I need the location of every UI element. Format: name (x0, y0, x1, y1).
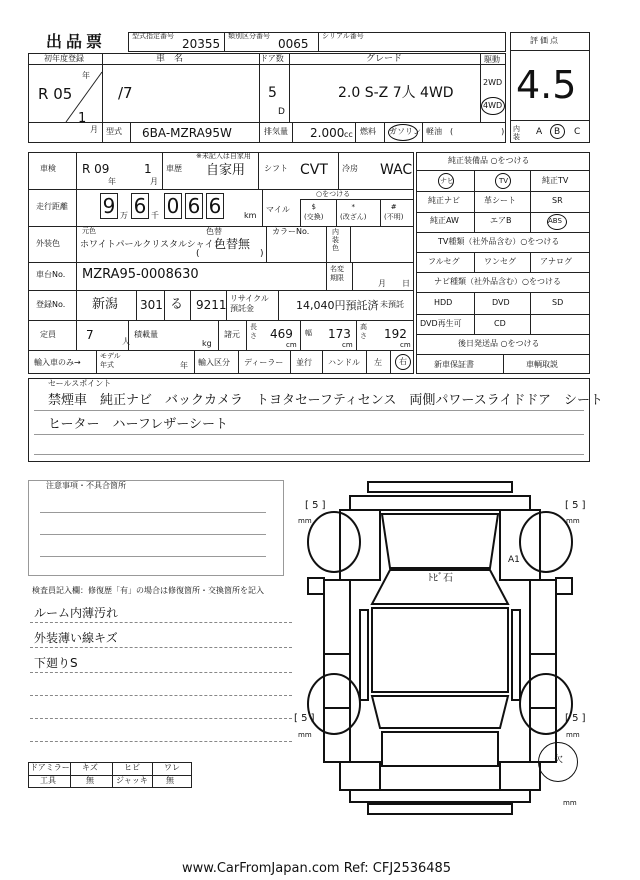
capacity-label: 定員 (40, 330, 56, 339)
grade-label: グレード (366, 54, 403, 64)
interior-b: B (554, 127, 561, 137)
equipment-title: 純正装備品 ○をつける (448, 156, 530, 165)
height-unit: cm (400, 341, 411, 349)
mileage-digit-2: 6 (131, 193, 149, 219)
chassis-value: MZRA95-0008630 (82, 267, 199, 282)
later-manual: 車輌取説 (526, 360, 558, 369)
mileage-digit-1: 9 (100, 193, 118, 219)
mileage-digit-4: 6 (185, 193, 203, 219)
width-label: 幅 (305, 329, 312, 337)
equip-sr: SR (552, 196, 563, 205)
tread-rl: 5 (301, 713, 308, 724)
tread-fr-bracket: [ 5 ] (565, 500, 586, 511)
equip-genuine-navi: 純正ナビ (428, 196, 460, 205)
fuel-value: ガソリン (389, 127, 421, 136)
tv-title: TV種類（社外品含む）○をつける (438, 237, 560, 246)
right-handle: 右 (399, 357, 407, 366)
class-no-label: 類別区分番号 (228, 32, 270, 40)
displacement-label: 排気量 (264, 127, 288, 136)
shaken-value: R 09 (82, 162, 110, 176)
import-label: 輸入車のみ→ (34, 358, 81, 367)
interior-label: 内装 (513, 125, 520, 141)
serial-label: シリアル番号 (322, 32, 364, 40)
light-oil-paren: ( ) (450, 127, 505, 136)
class-no-value: 0065 (278, 37, 309, 51)
notes-label: 注意事項・不具合箇所 (46, 481, 126, 490)
repaint-label: 色替 (206, 227, 222, 236)
name-change-month: 月 (378, 279, 386, 288)
legend-broken: ワレ (164, 763, 180, 772)
first-reg-month: 1 (78, 111, 87, 126)
length-label: 長さ (250, 323, 257, 340)
dealer-label: ディーラー (244, 358, 284, 367)
legend-tools-value: 無 (86, 776, 94, 785)
man-unit: 万 (120, 211, 128, 220)
width-unit: cm (342, 341, 353, 349)
tread-fl-bracket: [ 5 ] (305, 500, 326, 511)
handle-label: ハンドル (328, 358, 360, 367)
later-warranty: 新車保証書 (434, 360, 474, 369)
height-value: 192 (384, 327, 407, 341)
inspector-line-1: ルーム内薄汚れ (34, 606, 119, 620)
tread-fl-unit: mm (298, 517, 312, 525)
first-reg-label: 初年度登録 (44, 54, 84, 63)
shift-label: シフト (264, 164, 288, 173)
car-name-label: 車 名 (156, 54, 184, 64)
tread-rr: 5 (572, 713, 579, 724)
a1-annotation: A1 (508, 555, 520, 565)
nav-hdd: HDD (434, 298, 453, 307)
tv-fullseg: フルセグ (428, 257, 460, 266)
kg-unit: kg (202, 339, 212, 348)
tread-rl-unit: mm (298, 731, 312, 739)
chassis-label: 車台No. (36, 270, 66, 279)
capacity-value: 7 (86, 328, 94, 342)
tread-rr-unit: mm (566, 731, 580, 739)
reg-class: 301 (140, 298, 163, 312)
exchange-label: $ (交換) (304, 203, 324, 221)
chip-annotation: ﾄﾋﾞ石 (428, 573, 453, 584)
recycle-unpaid: 未預託 (380, 300, 404, 309)
legend-scratch: キズ (82, 763, 98, 772)
tampered-label: * (改ざん) (340, 203, 367, 221)
width-value: 173 (328, 327, 351, 341)
interior-a: A (536, 127, 543, 137)
score-value: 4.5 (516, 63, 577, 107)
sales-point-label: セールスポイント (48, 379, 112, 388)
sales-point-line-2: ヒーター ハーフレザーシート (48, 417, 229, 432)
name-change-label: 名変期限 (330, 265, 344, 282)
tread-fr-unit: mm (566, 517, 580, 525)
shaken-month: 1 (144, 162, 152, 176)
tread-rl-bracket: [ 5 ] (294, 713, 315, 724)
drive-label: 駆動 (484, 55, 500, 64)
nav-dvd-play: DVD再生可 (420, 319, 462, 328)
repaint-value: 色替無 (214, 237, 251, 251)
type-no-label: 型式指定番号 (132, 32, 174, 40)
door-label: ドア数 (260, 54, 284, 63)
load-label: 積載量 (134, 330, 158, 339)
inspector-label: 検査員記入欄：修復歴「有」の場合は修復箇所・交換箇所を記入 (32, 586, 264, 595)
displacement-value: 2.000 (310, 126, 345, 140)
repaint-paren-close: ) (260, 249, 264, 259)
reg-num: 9211 (196, 298, 227, 312)
tv-oneseg: ワンセグ (484, 257, 516, 266)
use-value: 自家用 (206, 163, 246, 178)
legend-jack-value: 無 (166, 776, 174, 785)
ownership-note: ※未記入は自家用 (196, 152, 251, 160)
reg-kana: る (170, 297, 184, 312)
spare-unit: mm (563, 799, 577, 807)
equip-navi: ナビ (440, 177, 454, 185)
model-label: 型式 (106, 127, 122, 136)
interior-c: C (574, 127, 581, 137)
drive-4wd: 4WD (483, 101, 503, 110)
inspector-line-2: 外装薄い線キズ (34, 631, 118, 645)
mileage-label: 走行距離 (36, 202, 68, 211)
height-label: 高さ (360, 323, 367, 340)
color-no-label: カラーNo. (272, 227, 310, 236)
door-count: 5 (268, 85, 277, 101)
recycle-value: 14,040円預託済 (296, 299, 379, 312)
tread-rr-bracket: [ 5 ] (565, 713, 586, 724)
notes-box (28, 480, 284, 576)
dims-label: 諸元 (224, 330, 240, 339)
mileage-digit-5: 6 (206, 193, 224, 219)
equip-abs: ABS (548, 217, 562, 225)
model-value: 6BA-MZRA95W (142, 126, 232, 140)
reg-label: 登録No. (36, 300, 66, 309)
inspector-line-3: 下廻りS (34, 656, 78, 670)
name-change-day: 日 (402, 279, 410, 288)
person-unit: 人 (122, 337, 130, 346)
legend-jack: ジャッキ (116, 776, 148, 785)
shaken-year-unit: 年 (108, 177, 116, 186)
original-color-label: 元色 (82, 227, 96, 235)
legend-door-mirror: ドアミラー (30, 763, 70, 772)
shaken-month-unit: 月 (150, 177, 158, 186)
shaken-label: 車検 (40, 164, 56, 173)
legend-crack: ヒビ (124, 763, 140, 772)
sales-point-line-1: 禁煙車 純正ナビ バックカメラ トヨタセーフティセンス 両側パワースライドドア シート (48, 393, 603, 408)
shift-value: CVT (300, 162, 328, 178)
nav-cd: CD (494, 319, 506, 328)
repaint-paren-open: ( (196, 249, 200, 259)
grade-value: 2.0 S-Z 7人 4WD (338, 85, 454, 101)
first-reg-era: R 05 (38, 85, 73, 103)
mile-label: マイル (266, 205, 290, 214)
equip-airbag: エアB (490, 216, 512, 225)
mileage-note: ○をつける (316, 190, 351, 198)
thousand-unit: 千 (151, 211, 159, 220)
unknown-label: # (不明) (384, 203, 404, 221)
spare-missing: 欠 (554, 755, 564, 765)
left-handle: 左 (374, 358, 382, 367)
reg-area: 新潟 (92, 297, 119, 312)
tread-fl: 5 (312, 500, 319, 511)
equip-genuine-aw: 純正AW (430, 216, 459, 225)
length-unit: cm (286, 341, 297, 349)
fuel-label: 燃料 (360, 127, 376, 136)
km-unit: km (244, 211, 257, 220)
ac-value: WAC (380, 162, 413, 178)
tread-fr: 5 (572, 500, 579, 511)
displacement-unit: cc (344, 130, 353, 139)
mileage-digit-3: 0 (164, 193, 182, 219)
nav-dvd: DVD (492, 298, 510, 307)
recycle-label: リサイクル預託金 (230, 294, 269, 313)
footer-ref: www.CarFromJapan.com Ref: CFJ2536485 (182, 861, 452, 876)
interior-color-label: 内装色 (332, 228, 339, 252)
equip-genuine-tv: 純正TV (542, 176, 569, 185)
sheet-title: 出品票 (46, 32, 107, 51)
ac-label: 冷房 (342, 164, 358, 173)
length-value: 469 (270, 327, 293, 341)
month-unit: 月 (90, 125, 98, 134)
tv-analog: アナログ (540, 257, 572, 266)
score-label: 評価点 (530, 36, 560, 45)
later-title: 後日発送品 ○をつける (458, 339, 540, 348)
type-no-value: 20355 (182, 37, 221, 51)
light-oil-label: 軽油 (426, 127, 442, 136)
equip-tv: TV (499, 177, 509, 185)
nav-title: ナビ種類（社外品含む）○をつける (434, 277, 561, 286)
equip-leather: 革シート (484, 196, 516, 205)
import-cat-label: 輸入区分 (198, 358, 230, 367)
model-year-label: モデル年式 (100, 352, 121, 369)
door-suffix: D (278, 107, 285, 117)
model-year-unit: 年 (180, 361, 188, 370)
legend-tools: 工具 (40, 776, 56, 785)
nav-sd: SD (552, 298, 564, 307)
original-color-value: ホワイトパールクリスタルシャイン (80, 240, 223, 250)
parallel-label: 並行 (296, 358, 312, 367)
drive-2wd: 2WD (483, 78, 503, 87)
year-unit: 年 (82, 71, 90, 80)
use-label: 車歴 (166, 164, 182, 173)
color-label: 外装色 (36, 239, 60, 248)
car-name-value: /7 (118, 84, 133, 102)
